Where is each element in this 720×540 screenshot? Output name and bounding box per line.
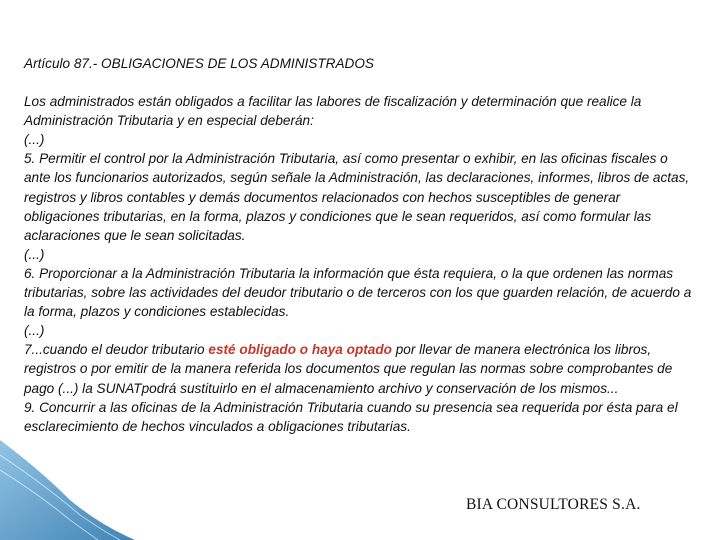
- item-7-highlight: esté obligado o haya optado: [208, 342, 392, 358]
- item-7-end: por llevar de manera electrónica los libros, registros o por emitir de la manera referida los documentos que regulan las normas sobre comprobantes de pago (...) la SUNATpodrá sustituirlo en el almacenamiento archivo y conservación de los mismos...: [24, 342, 673, 396]
- item-6: 6. Proporcionar a la Administración Tributaria la información que ésta requiera, o la que ordenen las normas tributarias, sobre las actividades del deudor tributario o de terceros con los que guarden relación, de acuerdo a la forma, plazos y condiciones establecidas.: [24, 265, 692, 320]
- article-title: Artículo 87.- OBLIGACIONES DE LOS ADMINISTRADOS: [24, 56, 374, 71]
- company-name: BIA CONSULTORES S.A.: [466, 496, 641, 513]
- ellipsis-3: (...): [24, 323, 45, 339]
- ellipsis-2: (...): [24, 246, 45, 262]
- article-text: [24, 54, 696, 436]
- ellipsis-1: (...): [24, 132, 45, 148]
- item-5: 5. Permitir el control por la Administración Tributaria, así como presentar o exhibir, en las oficinas fiscales o ante los funcionarios autorizados, según señale la Administración, las declaraciones, informes, libros de actas, registros y libros contables y demás documentos relacionados con hechos susceptibles de generar obligaciones tributarias, en la forma, plazos y condiciones que le sean requeridos, así como formular las aclaraciones que le sean solicitadas.: [24, 151, 690, 243]
- intro-paragraph: Los administrados están obligados a facilitar las labores de fiscalización y determinación que realice la Administración Tributaria y en especial deberán:: [24, 94, 642, 129]
- item-9: 9. Concurrir a las oficinas de la Administración Tributaria cuando su presencia sea requerida por ésta para el esclarecimiento de hechos vinculados a obligaciones tributarias.: [24, 399, 678, 434]
- item-7: [24, 340, 696, 397]
- item-7-start: 7...cuando el deudor tributario: [24, 342, 209, 358]
